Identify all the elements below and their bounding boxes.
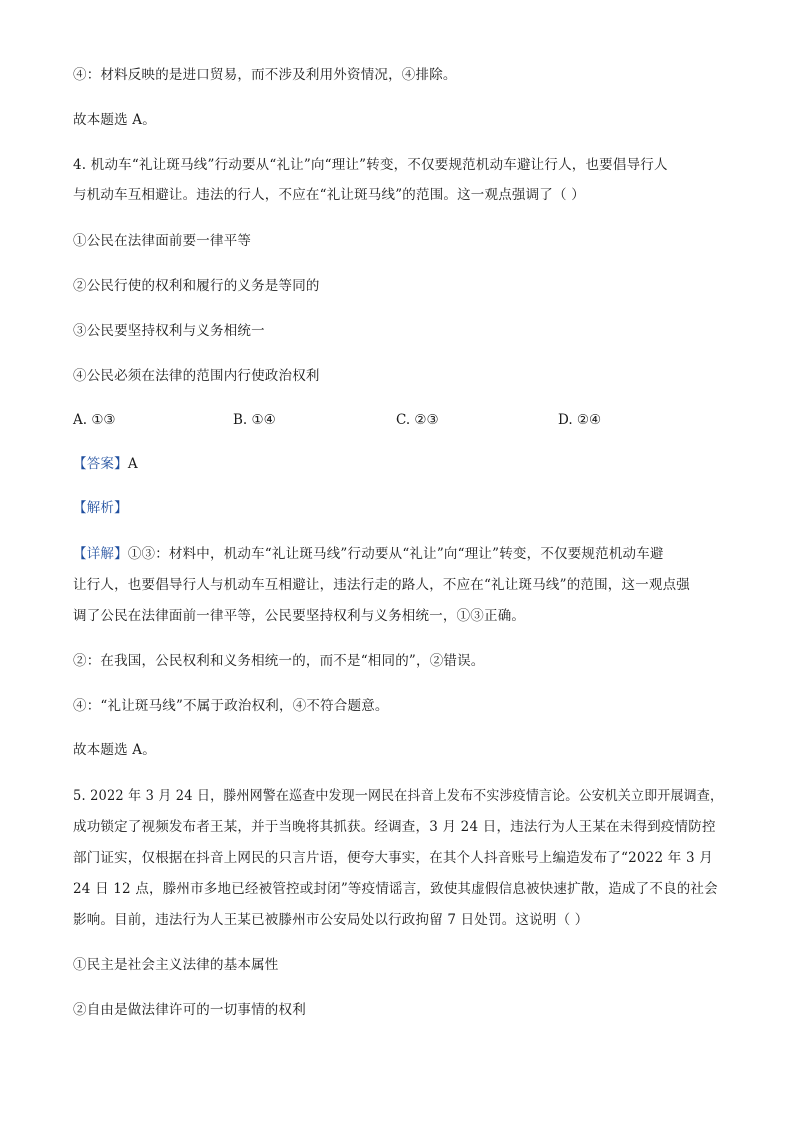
detail-text-1: ①③：材料中，机动车“礼让斑马线”行动要从“礼让”向“理让”转变，不仅要规范机动车避 bbox=[127, 546, 664, 562]
analysis-tag: 【解析】 bbox=[73, 500, 128, 516]
q4-option-a: A. ①③ bbox=[73, 412, 116, 428]
q4-item-4: ④公民必须在法律的范围内行使政治权利 bbox=[73, 368, 320, 384]
q3-analysis-4: ④：材料反映的是进口贸易，而不涉及利用外资情况，④排除。 bbox=[73, 67, 457, 83]
q4-option-b: B. ①④ bbox=[233, 412, 276, 428]
q5-stem-line-4: 24 日 12 点，滕州市多地已经被管控或封闭”等疫情谣言，致使其虚假信息被快速扩散，造成了不良的社会 bbox=[73, 881, 718, 897]
q4-detail-line-3: 调了公民在法律面前一律平等，公民要坚持权利与义务相统一，①③正确。 bbox=[73, 608, 526, 624]
q4-detail-line-2: 让行人，也要倡导行人与机动车互相避让，违法行走的路人，不应在“礼让斑马线”的范围，这一观点强 bbox=[73, 577, 691, 593]
q5-stem-line-3: 部门证实，仅根据在抖音上网民的只言片语，便夸大事实，在其个人抖音账号上编造发布了“2022 年 3 月 bbox=[73, 850, 713, 866]
q4-option-d: D. ②④ bbox=[558, 412, 602, 428]
q4-conclusion: 故本题选 A。 bbox=[73, 742, 156, 758]
q3-conclusion: 故本题选 A。 bbox=[73, 112, 156, 128]
q4-stem-line-1: 4. 机动车“礼让斑马线”行动要从“礼让”向“理让”转变，不仅要规范机动车避让行人，也要倡导行人 bbox=[73, 157, 668, 173]
detail-tag: 【详解】 bbox=[73, 546, 128, 562]
answer-value: A bbox=[127, 456, 138, 472]
q4-analysis-heading bbox=[73, 499, 128, 517]
q4-item-3: ③公民要坚持权利与义务相统一 bbox=[73, 323, 265, 339]
q5-item-1: ①民主是社会主义法律的基本属性 bbox=[73, 957, 279, 973]
q4-answer bbox=[73, 455, 138, 473]
q4-analysis-2: ②：在我国，公民权利和义务相统一的，而不是“相同的”，②错误。 bbox=[73, 653, 485, 669]
q5-stem-line-1: 5. 2022 年 3 月 24 日，滕州网警在巡查中发现一网民在抖音上发布不实涉疫情言论。公安机关立即开展调查， bbox=[73, 788, 724, 804]
q5-item-2: ②自由是做法律许可的一切事情的权利 bbox=[73, 1002, 306, 1018]
q4-analysis-4: ④：“礼让斑马线”不属于政治权利，④不符合题意。 bbox=[73, 698, 389, 714]
q4-detail-line-1 bbox=[73, 545, 664, 563]
q4-option-c: C. ②③ bbox=[396, 412, 439, 428]
q5-stem-line-2: 成功锁定了视频发布者王某，并于当晚将其抓获。经调查，3 月 24 日，违法行为人王某在未得到疫情防控 bbox=[73, 819, 716, 835]
q4-item-2: ②公民行使的权利和履行的义务是等同的 bbox=[73, 278, 320, 294]
q4-stem-line-2: 与机动车互相避让。违法的行人，不应在“礼让斑马线”的范围。这一观点强调了（ ） bbox=[73, 187, 585, 203]
q5-stem-line-5: 影响。目前，违法行为人王某已被滕州市公安局处以行政拘留 7 日处罚。这说明（ ） bbox=[73, 912, 589, 928]
answer-tag: 【答案】 bbox=[73, 456, 128, 472]
q4-item-1: ①公民在法律面前要一律平等 bbox=[73, 233, 252, 249]
